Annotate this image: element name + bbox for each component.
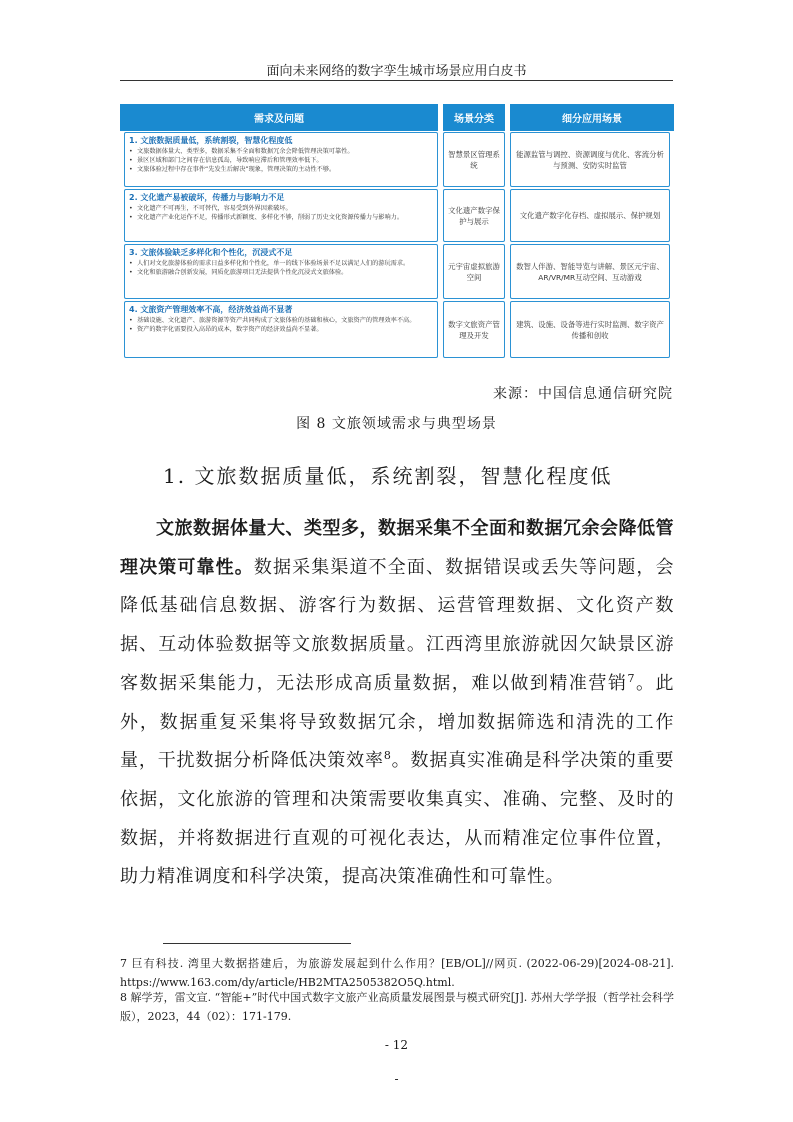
need-item: • 文旅体验过程中存在事件“先发生后解决”现象，管理决策的主动性不够。 [129,165,433,174]
category-cell-4: 数字文旅资产管理及开发 [443,301,505,358]
need-item: • 文化和旅游融合创新发展，同质化旅游项目无法提供个性化沉浸式文旅体验。 [129,268,433,277]
footnote-8: 8 解学芳，雷文宣. “智能+”时代中国式数字文旅产业高质量发展图景与模式研究[J]. 苏州大学学报（哲学社会科学版），2023，44（02）：171-179. [120,991,674,1023]
need-item: • 人们对文化旅游体验的需求日益多样化和个性化，单一的线下体验场景不足以满足人们的游玩需求。 [129,259,433,268]
need-cell-3 [124,244,438,299]
category-cell-1: 智慧景区管理系统 [443,132,505,187]
need-title: 1. 文旅数据质量低，系统割裂，智慧化程度低 [129,136,293,145]
paragraph-lead: 文旅数据体量大、类型多，数据采集不全面和数据冗余会降低管理决策可靠性。 [120,518,674,578]
category-cell-3: 元宇宙虚拟旅游空间 [443,244,505,299]
footnote-ref-7[interactable]: 7 [627,671,635,685]
footnote-7: 7 巨有科技. 湾里大数据搭建后，为旅游发展起到什么作用？[EB/OL]//网页. (2022-06-29)[2024-08-21]. https://www.163.com/dy/article/HB2MTA2505382O5Q.html. [120,957,674,989]
paragraph-text: 数据采集渠道不全面、数据错误或丢失等问题，会降低基础信息数据、游客行为数据、运营管理数据、文化资产数据、互动体验数据等文旅数据质量。江西湾里旅游就因欠缺景区游客数据采集能力，无法形成高质量数据，难以做到精准营销 [120,556,674,694]
paragraph-text: 。此外，数据重复采集将导致数据冗余，增加数据筛选和清洗的工作量，干扰数据分析降低决策效率 [120,672,675,772]
footnote-ref-8[interactable]: 8 [383,749,392,763]
running-header: 面向未来网络的数字孪生城市场景应用白皮书 [266,64,527,79]
section-heading: 1. 文旅数据质量低，系统割裂，智慧化程度低 [163,464,613,488]
column-header-needs: 需求及问题 [120,104,438,131]
figure-table [120,104,674,363]
paragraph-text: 。数据真实准确是科学决策的重要依据，文化旅游的管理和决策需要收集真实、准确、完整、及时的数据，并将数据进行直观的可视化表达，从而精准定位事件位置，助力精准调度和科学决策，提高决策准确性和可靠性。 [120,750,674,888]
need-item: • 景区区域和部门之间存在信息孤岛，导致响应滞后和管理效率低下。 [129,156,433,165]
app-cell-2: 文化遗产数字化存档、虚拟展示、保护规划 [510,189,670,242]
app-cell-4: 建筑、设施、设备等进行实时监测、数字资产传播和创收 [510,301,670,358]
need-title: 2. 文化遗产易被破坏，传播力与影响力不足 [129,193,285,202]
header-rule [120,80,673,81]
column-header-apps: 细分应用场景 [510,104,674,131]
need-item: • 文化遗产产业化运作不足，传播形式新颖度、多样化不够，削弱了历史文化资源传播力与影响力。 [129,213,433,222]
column-header-category: 场景分类 [443,104,505,131]
page-number: - 12 [384,1038,409,1052]
need-item: • 资产的数字化需要投入高昂的成本，数字资产的经济效益尚不显著。 [129,325,433,334]
need-item: • 基础设施、文化遗产、旅游资源等资产共同构成了文旅体验的基础和核心，文旅资产的管理效率不高。 [129,316,433,325]
figure-caption: 图 8 文旅领域需求与典型场景 [296,416,497,432]
body-paragraph [120,510,674,897]
need-item: • 文旅数据体量大、类型多，数据采集不全面和数据冗余会降低管理决策可靠性。 [129,147,433,156]
need-title: 3. 文旅体验缺乏多样化和个性化，沉浸式不足 [129,248,293,257]
need-cell-1 [124,132,438,187]
figure-source: 来源：中国信息通信研究院 [493,386,673,402]
footnote-rule [163,943,351,944]
page-bottom-mark: - [394,1072,399,1086]
need-title: 4. 文旅资产管理效率不高，经济效益尚不显著 [129,305,293,314]
need-item: • 文化遗产不可再生，不可替代，容易受到外界因素破坏。 [129,204,433,213]
app-cell-1: 能源监管与调控、资源调度与优化、客流分析与预测、安防实时监管 [510,132,670,187]
need-cell-4 [124,301,438,358]
need-cell-2 [124,189,438,242]
category-cell-2: 文化遗产数字保护与展示 [443,189,505,242]
app-cell-3: 数智人伴游、智能导览与讲解、景区元宇宙、AR/VR/MR互动空间、互动游戏 [510,244,670,299]
